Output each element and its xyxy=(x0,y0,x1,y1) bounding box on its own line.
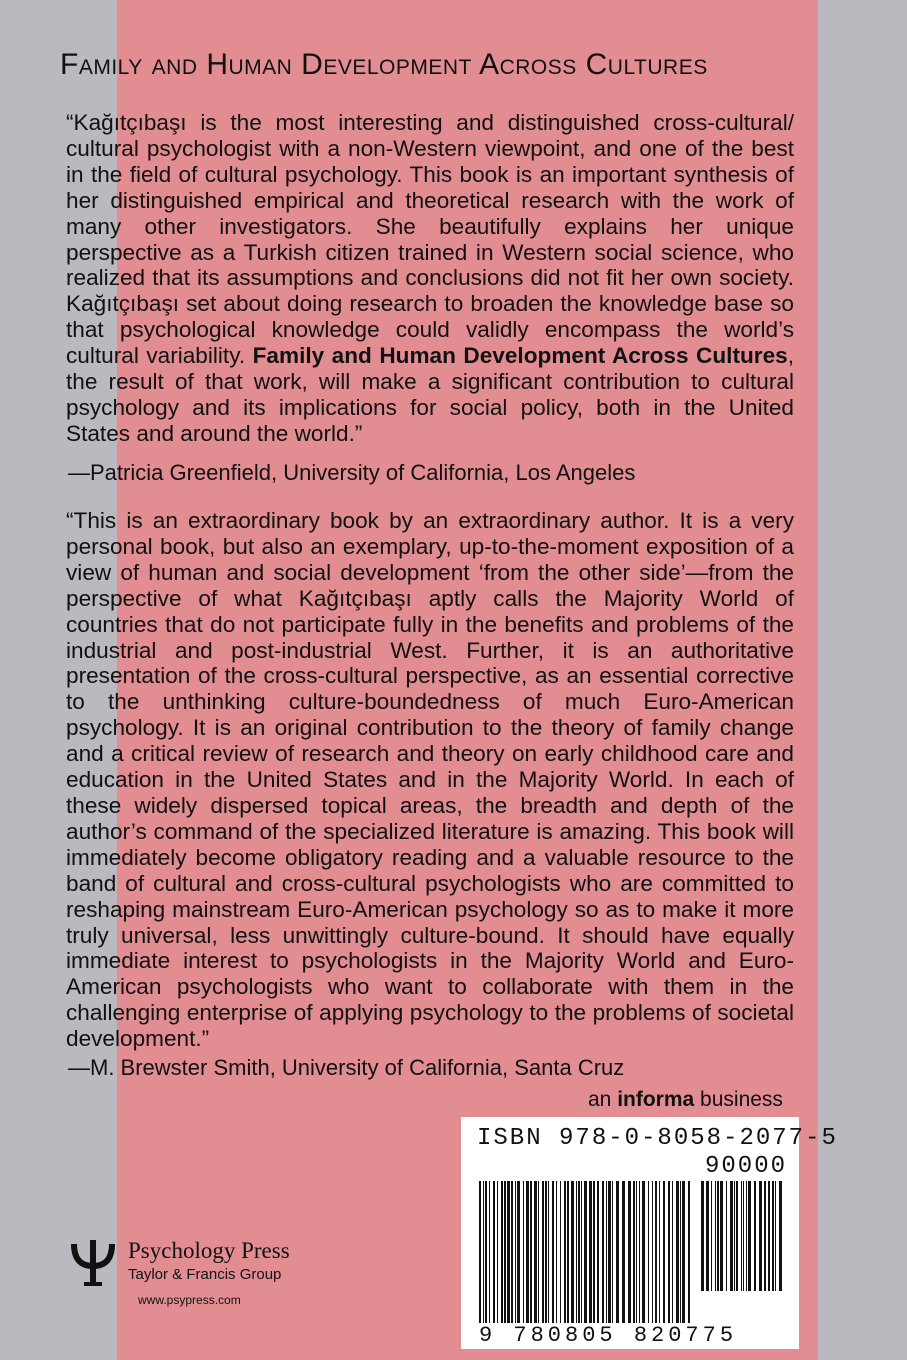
barcode-bar xyxy=(741,1181,742,1291)
barcode-bar xyxy=(581,1181,582,1323)
barcode-bar xyxy=(768,1181,770,1291)
barcode-bar xyxy=(642,1181,645,1323)
barcode-bar xyxy=(556,1181,557,1323)
barcode-bar xyxy=(711,1181,712,1291)
barcode-bar xyxy=(655,1181,657,1323)
informa-brand: informa xyxy=(617,1088,695,1111)
barcode-bar xyxy=(772,1181,774,1291)
endorsement-quote-greenfield xyxy=(66,110,794,447)
barcode-bar xyxy=(479,1181,481,1323)
barcode-bar xyxy=(552,1181,554,1323)
barcode-bar xyxy=(633,1181,635,1323)
psi-logo-icon xyxy=(68,1236,118,1286)
endorsement-quote-smith: “This is an extraordinary book by an extraordinary author. It is a very personal book, but also an exemplary, up-to-the-moment exposition of a view of human and social development ‘from the other side’—from the perspective of what Kağıtçıbaşı aptly calls the Majority World of countries that do not participate fully in the benefits and problems of the industrial and post-industrial West. Further, it is an authoritative presentation of the cross-cultural perspective, as an essential corrective to the unthinking culture-boundedness of much Euro-American psychology. It is an original contribution to the theory of family change and a critical review of research and theory on early childhood care and education in the United States and in the Majority World. In each of these widely dispersed topical areas, the breadth and depth of the author’s command of the specialized literature is amazing. This book will immediately become obligatory reading and a valuable resource to the band of cultural and cross-cultural psychologists who are committed to reshaping mainstream Euro-American psychology so as to make it more truly universal, less unwittingly culture-bound. It should have equally immediate interest to psychologists in the Majority World and Euro-American psychologists who want to collaborate with them in the challenging enterprise of applying psychology to the problems of societal development.” xyxy=(66,508,794,1052)
barcode-bar xyxy=(779,1181,782,1291)
barcode-bar xyxy=(701,1181,704,1291)
barcode-bar xyxy=(507,1181,510,1323)
title-word: Cultures xyxy=(585,48,708,81)
barcode-bar xyxy=(564,1181,566,1323)
quote-text: “Kağıtçıbaşı is the most interesting and distinguished cross-cultural/ cultural psychologist with a non-Western viewpoint, and one of the best in the field of cultural psychology. This book is an important synthesis of her distinguished empirical and theoretical research with the work of many other investigators. She beautifully explains her unique perspective as a Turkish citizen trained in Western social science, who realized that its assumptions and conclusions did not fit her own society. Kağıtçıbaşı set about doing research to broaden the knowledge base so that psychological knowledge could validly encompass the world’s cultural variability. xyxy=(66,110,794,369)
isbn-barcode xyxy=(461,1117,838,1349)
barcode-bar xyxy=(538,1181,539,1323)
attribution-greenfield: —Patricia Greenfield, University of California, Los Angeles xyxy=(68,460,636,485)
barcode-bar xyxy=(680,1181,681,1323)
barcode-bar xyxy=(523,1181,524,1323)
barcode-bar xyxy=(501,1181,503,1323)
attribution-smith: —M. Brewster Smith, University of California, Santa Cruz xyxy=(68,1055,625,1080)
barcode-bar xyxy=(602,1181,604,1323)
barcode-bar xyxy=(628,1181,631,1323)
barcode-bar xyxy=(622,1181,625,1323)
barcode-bar xyxy=(612,1181,613,1323)
publisher-name: Psychology Press xyxy=(128,1238,290,1263)
barcode-bar xyxy=(504,1181,506,1323)
barcode-bar xyxy=(668,1181,670,1323)
barcode-bar xyxy=(717,1181,719,1291)
barcode-bar xyxy=(616,1181,619,1323)
barcode-bar xyxy=(652,1181,653,1323)
barcode-bar xyxy=(578,1181,580,1323)
barcode-bar xyxy=(606,1181,607,1323)
barcode-bar xyxy=(589,1181,592,1323)
barcode-bar xyxy=(759,1181,762,1291)
barcode-bar xyxy=(648,1181,649,1323)
barcode-bar xyxy=(736,1181,738,1291)
barcode-bar xyxy=(542,1181,544,1323)
informa-tagline xyxy=(588,1088,783,1112)
barcode-bar xyxy=(576,1181,577,1323)
barcode-bar xyxy=(663,1181,665,1323)
barcode-bar xyxy=(688,1181,690,1323)
barcode-bar xyxy=(659,1181,660,1323)
barcode-bar xyxy=(597,1181,599,1323)
informa-text: business xyxy=(694,1088,783,1111)
title-word: Family xyxy=(60,48,143,81)
barcode-bar xyxy=(608,1181,611,1323)
addon-bars-icon xyxy=(701,1181,783,1291)
publisher-url: www.psypress.com xyxy=(138,1293,241,1307)
barcode-bar xyxy=(511,1181,513,1323)
barcode-bar xyxy=(730,1181,733,1291)
barcode-bar xyxy=(530,1181,532,1323)
barcode-bar xyxy=(746,1181,747,1291)
title-word: Development xyxy=(301,48,472,81)
quote-book-title: Family and Human Development Across Cultures xyxy=(252,343,788,369)
barcode-bar xyxy=(545,1181,547,1323)
barcode-bar xyxy=(636,1181,637,1323)
barcode-bar xyxy=(775,1181,776,1291)
barcode-bar xyxy=(764,1181,766,1291)
ean-digits: 9 780805 820775 xyxy=(479,1323,738,1348)
barcode-bar xyxy=(593,1181,595,1323)
quote-text: , the result of that work, will make a significant contribution to cultural psychology and its implications for social policy, both in the United States and around the world.” xyxy=(66,343,794,446)
barcode-bar xyxy=(734,1181,735,1291)
barcode-bar xyxy=(676,1181,679,1323)
book-title xyxy=(60,48,850,82)
barcode-bar xyxy=(485,1181,487,1323)
barcode-bar xyxy=(515,1181,516,1323)
barcode-bar xyxy=(548,1181,549,1323)
title-word: Human xyxy=(206,48,293,81)
barcode-bar xyxy=(483,1181,484,1323)
barcode-bar xyxy=(706,1181,709,1291)
barcode-bar xyxy=(534,1181,537,1323)
barcode-bar xyxy=(726,1181,727,1291)
barcode-bar xyxy=(493,1181,495,1323)
isbn-text: ISBN 978-0-8058-2077-5 xyxy=(477,1125,838,1152)
barcode-bar xyxy=(672,1181,673,1323)
barcode-bar xyxy=(584,1181,587,1323)
barcode-bar xyxy=(743,1181,744,1291)
barcode-bar xyxy=(754,1181,756,1291)
barcode-bar xyxy=(526,1181,529,1323)
publisher-group: Taylor & Francis Group xyxy=(128,1266,282,1283)
barcode-bar xyxy=(567,1181,569,1323)
barcode-bar xyxy=(682,1181,685,1323)
barcode-bar xyxy=(571,1181,574,1323)
barcode-bar xyxy=(497,1181,498,1323)
barcode-bars-icon xyxy=(479,1181,693,1323)
price-addon-text: 90000 xyxy=(705,1153,788,1180)
title-word: and xyxy=(151,48,198,81)
informa-text: an xyxy=(588,1088,618,1111)
barcode-bar xyxy=(517,1181,520,1323)
barcode-bar xyxy=(715,1181,716,1291)
barcode-bar xyxy=(720,1181,723,1291)
barcode-bar xyxy=(639,1181,640,1323)
barcode-bar xyxy=(489,1181,490,1323)
barcode-bar xyxy=(748,1181,751,1291)
barcode-bar xyxy=(560,1181,561,1323)
title-word: Across xyxy=(479,48,577,81)
